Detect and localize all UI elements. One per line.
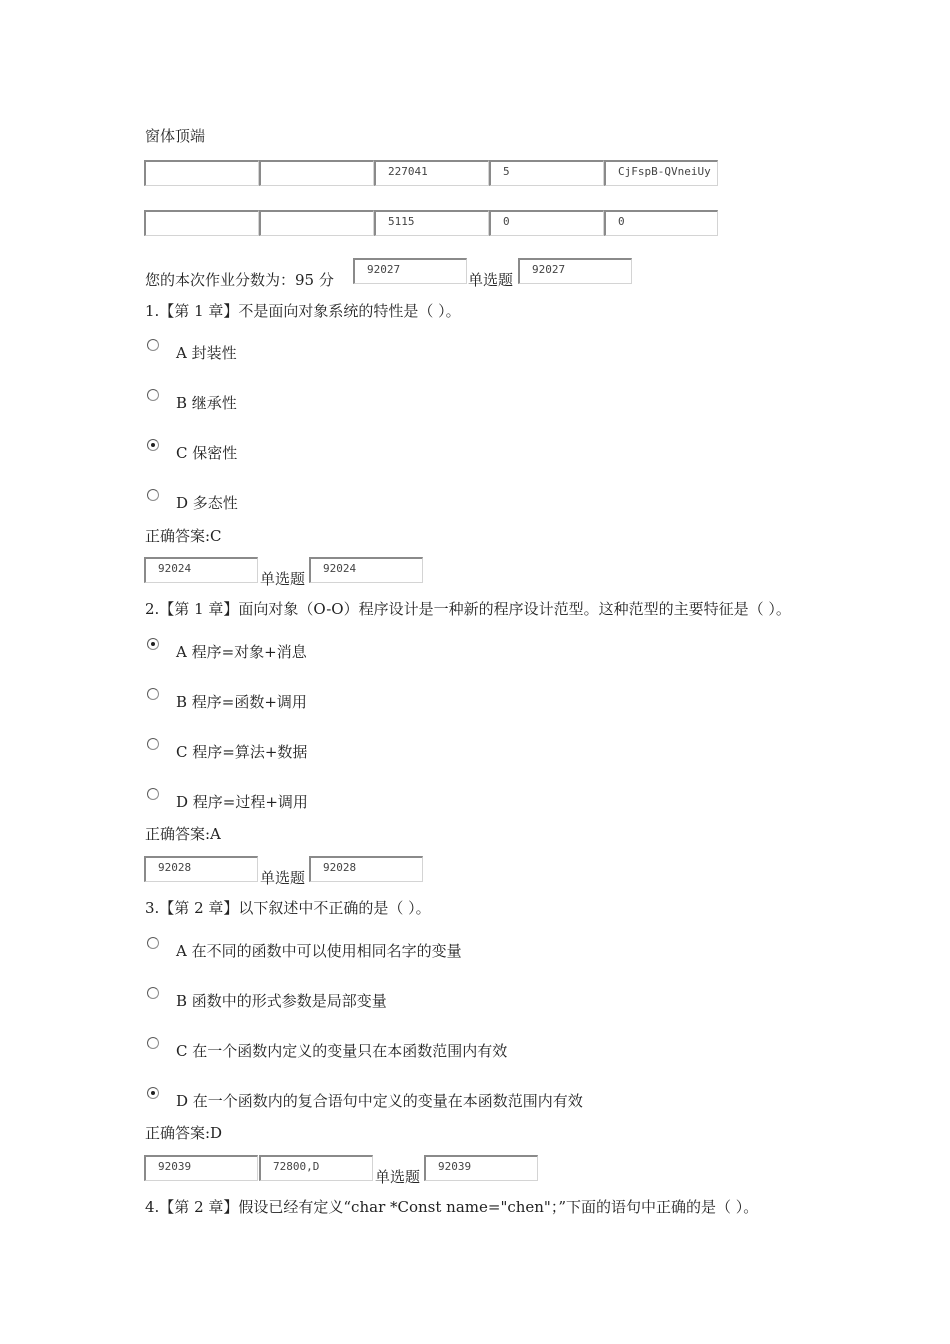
radio-option-c[interactable] xyxy=(147,439,159,451)
option-label: A 封装性 xyxy=(176,344,237,362)
correct-answer: 正确答案:A xyxy=(145,825,221,843)
question-type-label: 单选题 xyxy=(468,271,514,289)
hidden-field[interactable]: CjFspB-QVneiUy xyxy=(604,160,718,186)
option-label: D 多态性 xyxy=(176,494,238,512)
radio-option-a[interactable] xyxy=(147,638,159,650)
radio-option-c[interactable] xyxy=(147,1037,159,1049)
answer-record-field[interactable]: 72800,D xyxy=(259,1155,373,1181)
radio-option-b[interactable] xyxy=(147,688,159,700)
question-title: 2.【第 1 章】面向对象（O-O）程序设计是一种新的程序设计范型。这种范型的主要特征是（ ）。 xyxy=(145,600,791,618)
option-label: D 程序=过程+调用 xyxy=(176,793,308,811)
hidden-field[interactable] xyxy=(259,210,374,236)
radio-option-a[interactable] xyxy=(147,339,159,351)
score-field[interactable]: 92027 xyxy=(353,258,467,284)
radio-option-b[interactable] xyxy=(147,987,159,999)
radio-option-a[interactable] xyxy=(147,937,159,949)
option-label: A 在不同的函数中可以使用相同名字的变量 xyxy=(176,942,462,960)
hidden-field[interactable]: 0 xyxy=(604,210,718,236)
question-type-label: 单选题 xyxy=(260,570,306,588)
question-id-field[interactable]: 92039 xyxy=(144,1155,258,1181)
question-type-label: 单选题 xyxy=(375,1168,421,1186)
hidden-field[interactable]: 0 xyxy=(489,210,604,236)
option-label: A 程序=对象+消息 xyxy=(176,643,307,661)
radio-option-b[interactable] xyxy=(147,389,159,401)
radio-option-d[interactable] xyxy=(147,489,159,501)
question-type-field[interactable]: 92024 xyxy=(309,557,423,583)
hidden-field[interactable]: 227041 xyxy=(374,160,489,186)
question-type-field[interactable]: 92039 xyxy=(424,1155,538,1181)
question-type-label: 单选题 xyxy=(260,869,306,887)
correct-answer: 正确答案:C xyxy=(145,527,222,545)
hidden-field[interactable]: 5115 xyxy=(374,210,489,236)
hidden-field[interactable] xyxy=(144,210,259,236)
option-label: C 程序=算法+数据 xyxy=(176,743,308,761)
option-label: B 函数中的形式参数是局部变量 xyxy=(176,992,387,1010)
option-label: B 程序=函数+调用 xyxy=(176,693,307,711)
question-type-field[interactable]: 92027 xyxy=(518,258,632,284)
question-title: 1.【第 1 章】不是面向对象系统的特性是（ ）。 xyxy=(145,302,461,320)
correct-answer: 正确答案:D xyxy=(145,1124,223,1142)
radio-option-d[interactable] xyxy=(147,1087,159,1099)
question-id-field[interactable]: 92028 xyxy=(144,856,258,882)
radio-option-d[interactable] xyxy=(147,788,159,800)
hidden-field[interactable]: 5 xyxy=(489,160,604,186)
option-label: C 在一个函数内定义的变量只在本函数范围内有效 xyxy=(176,1042,508,1060)
question-id-field[interactable]: 92024 xyxy=(144,557,258,583)
score-text: 您的本次作业分数为：95 分 xyxy=(145,271,334,289)
question-title: 3.【第 2 章】以下叙述中不正确的是（ ）。 xyxy=(145,899,431,917)
form-top-label: 窗体顶端 xyxy=(145,127,206,145)
radio-option-c[interactable] xyxy=(147,738,159,750)
hidden-field[interactable] xyxy=(259,160,374,186)
option-label: B 继承性 xyxy=(176,394,237,412)
question-title: 4.【第 2 章】假设已经有定义“char *Const name="chen"；”下面的语句中正确的是（ ）。 xyxy=(145,1198,759,1216)
hidden-field[interactable] xyxy=(144,160,259,186)
question-type-field[interactable]: 92028 xyxy=(309,856,423,882)
option-label: D 在一个函数内的复合语句中定义的变量在本函数范围内有效 xyxy=(176,1092,583,1110)
option-label: C 保密性 xyxy=(176,444,238,462)
